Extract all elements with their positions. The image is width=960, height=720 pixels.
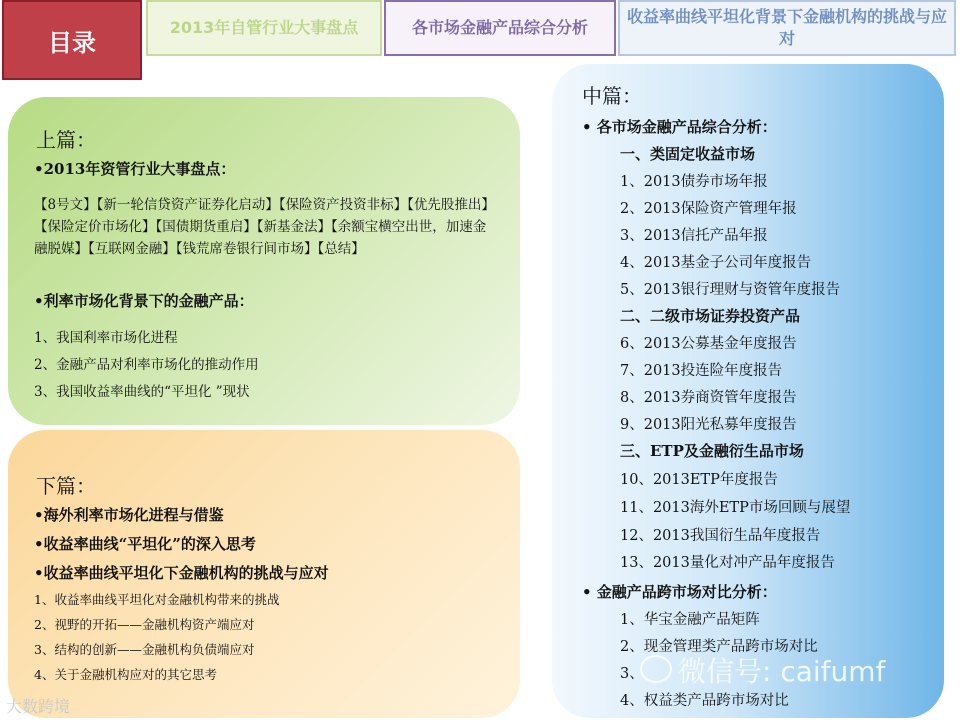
part-one-heading-1: •2013年资管行业大事盘点： <box>34 160 236 178</box>
list-item: 3、2013信托产品年报 <box>620 228 768 244</box>
list-item: 2、现金管理类产品跨市场对比 <box>620 639 818 655</box>
part-three-heading-1: •海外利率市场化进程与借鉴 <box>34 506 224 524</box>
part-two-heading-1: • 各市场金融产品综合分析： <box>582 118 777 136</box>
list-item: 4、2013基金子公司年度报告 <box>620 255 812 271</box>
list-item: 2、视野的开拓——金融机构资产端应对 <box>34 617 255 632</box>
wechat-icon <box>640 655 672 683</box>
list-item: 9、2013阳光私募年度报告 <box>620 417 797 433</box>
part-three-heading-2: •收益率曲线“平坦化”的深入思考 <box>34 535 256 553</box>
section-heading: 一、类固定收益市场 <box>620 145 756 163</box>
section-heading: 三、ETP及金融衍生品市场 <box>620 442 804 460</box>
tab-market-analysis[interactable]: 各市场金融产品综合分析 <box>384 0 616 56</box>
part-two-heading-2: • 金融产品跨市场对比分析： <box>582 583 777 601</box>
list-item: 8、2013券商资管年度报告 <box>620 390 797 406</box>
tab-2013-events[interactable]: 2013年自管行业大事盘点 <box>146 0 382 56</box>
list-item: 1、2013债券市场年报 <box>620 174 768 190</box>
list-item: 13、2013量化对冲产品年度报告 <box>620 555 835 571</box>
wechat-watermark <box>640 650 885 690</box>
list-item: 7、2013投连险年度报告 <box>620 363 783 379</box>
part-one-events: 【8号文】【新一轮信贷资产证券化启动】【保险资产投资非标】【优先股推出】【保险定价市场化】【国债期货重启】【新基金法】【余额宝横空出世，加速金融脱媒】【互联网金融】【钱荒席卷银行间市场】【总结】 <box>34 197 489 257</box>
list-item: 1、华宝金融产品矩阵 <box>620 612 760 628</box>
part-one-heading-2: •利率市场化背景下的金融产品： <box>34 292 254 310</box>
tab-catalog[interactable]: 目录 <box>2 0 142 80</box>
list-item: 3、我国收益率曲线的“平坦化 ”现状 <box>34 384 250 400</box>
list-item: 1、收益率曲线平坦化对金融机构带来的挑战 <box>34 592 280 607</box>
list-item: 1、我国利率市场化进程 <box>34 330 178 346</box>
list-item: 4、权益类产品跨市场对比 <box>620 693 789 709</box>
part-two-title: 中篇： <box>582 84 642 108</box>
section-heading: 二、二级市场证券投资产品 <box>620 307 801 325</box>
list-item: 10、2013ETP年度报告 <box>620 472 778 488</box>
tab-yield-curve[interactable]: 收益率曲线平坦化背景下金融机构的挑战与应对 <box>618 0 956 56</box>
list-item: 11、2013海外ETP市场回顾与展望 <box>620 500 851 516</box>
list-item: 5、2013银行理财与资管年度报告 <box>620 282 841 298</box>
part-three-title: 下篇： <box>36 474 96 498</box>
part-one-title: 上篇： <box>36 128 96 152</box>
list-item: 6、2013公募基金年度报告 <box>620 336 797 352</box>
list-item: 2、2013保险资产管理年报 <box>620 201 797 217</box>
watermark-text: 微信号: caifumf <box>678 655 886 688</box>
list-item: 3、结构的创新——金融机构负债端应对 <box>34 642 255 657</box>
list-item: 12、2013我国衍生品年度报告 <box>620 528 821 544</box>
list-item: 2、金融产品对利率市场化的推动作用 <box>34 357 259 373</box>
part-three-heading-3: •收益率曲线平坦化下金融机构的挑战与应对 <box>34 564 329 582</box>
list-item: 4、关于金融机构应对的其它思考 <box>34 667 217 682</box>
list-item: 3、 <box>620 666 644 682</box>
brand-logo: 大数跨境 <box>6 697 71 716</box>
